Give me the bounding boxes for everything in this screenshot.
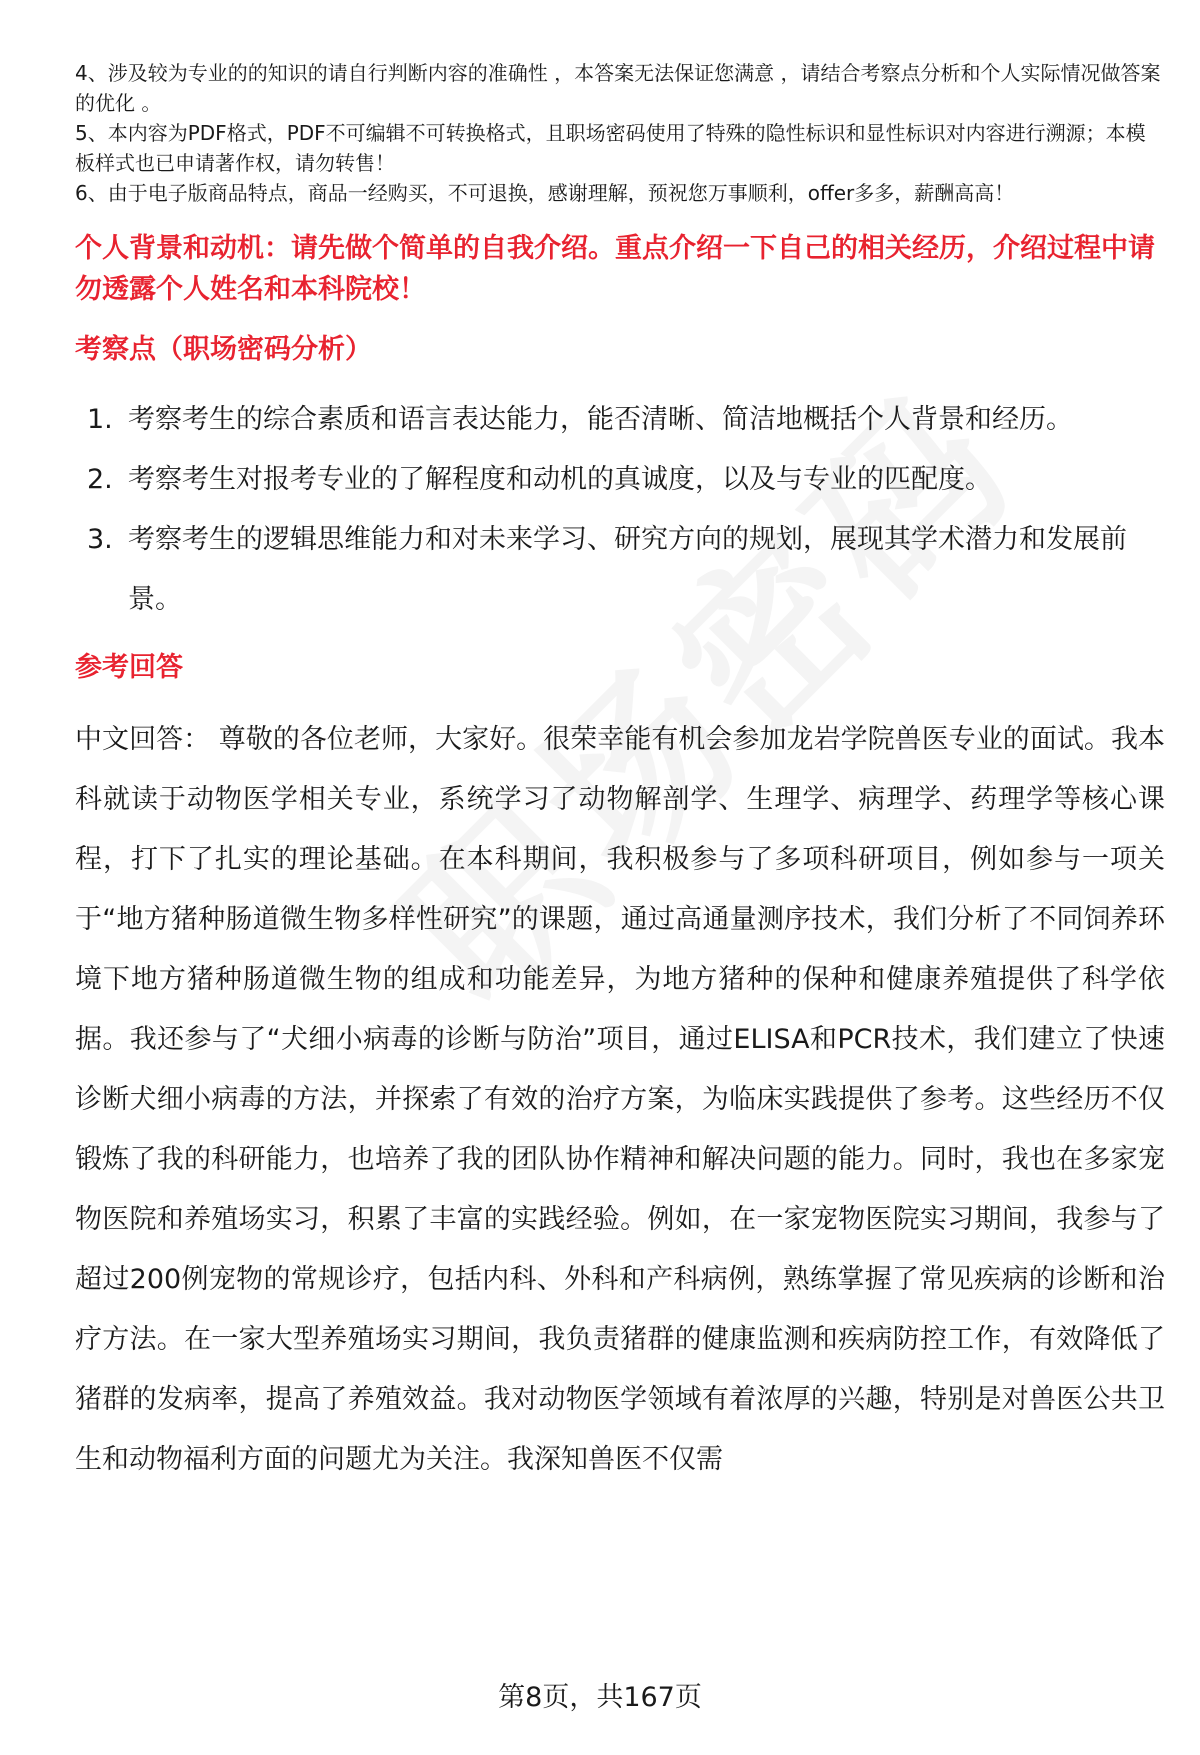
point-number: 3.	[87, 524, 113, 555]
point-number: 1.	[87, 404, 113, 435]
notice-6: 6、由于电子版商品特点，商品一经购买，不可退换，感谢理解，预祝您万事顺利，offer多多，薪酬高高！	[75, 181, 1015, 205]
analysis-point-2	[75, 450, 1165, 510]
point-text: 考察考生的逻辑思维能力和对未来学习、研究方向的规划，展现其学术潜力和发展前景。	[128, 524, 1127, 615]
document-page	[75, 58, 1165, 1490]
answer-text: 中文回答： 尊敬的各位老师，大家好。很荣幸能有机会参加龙岩学院兽医专业的面试。我本科就读于动物医学相关专业，系统学习了动物解剖学、生理学、病理学、药理学等核心课程，打下了扎实的理论基础。在本科期间，我积极参与了多项科研项目，例如参与一项关于“地方猪种肠道微生物多样性研究”的课题，通过高通量测序技术，我们分析了不同饲养环境下地方猪种肠道微生物的组成和功能差异，为地方猪种的保种和健康养殖提供了科学依据。我还参与了“犬细小病毒的诊断与防治”项目，通过ELISA和PCR技术，我们建立了快速诊断犬细小病毒的方法，并探索了有效的治疗方案，为临床实践提供了参考。这些经历不仅锻炼了我的科研能力，也培养了我的团队协作精神和解决问题的能力。同时，我也在多家宠物医院和养殖场实习，积累了丰富的实践经验。例如，在一家宠物医院实习期间，我参与了超过200例宠物的常规诊疗，包括内科、外科和产科病例，熟练掌握了常见疾病的诊断和治疗方法。在一家大型养殖场实习期间，我负责猪群的健康监测和疾病防控工作，有效降低了猪群的发病率，提高了养殖效益。我对动物医学领域有着浓厚的兴趣，特别是对兽医公共卫生和动物福利方面的问题尤为关注。我深知兽医不仅需	[75, 724, 1165, 1475]
analysis-point-3	[75, 510, 1165, 630]
analysis-points	[75, 390, 1165, 630]
page-number: 第8页，共167页	[498, 1682, 702, 1713]
answer-heading: 参考回答	[75, 652, 183, 683]
point-number: 2.	[87, 464, 113, 495]
point-text: 考察考生对报考专业的了解程度和动机的真诚度，以及与专业的匹配度。	[128, 464, 992, 495]
notice-4: 4、涉及较为专业的的知识的请自行判断内容的准确性 ，本答案无法保证您满意 ，请结合考察点分析和个人实际情况做答案的优化 。	[75, 61, 1161, 115]
point-text: 考察考生的综合素质和语言表达能力，能否清晰、简洁地概括个人背景和经历。	[128, 404, 1073, 435]
analysis-heading: 考察点（职场密码分析）	[75, 334, 372, 365]
question-title: 个人背景和动机：请先做个简单的自我介绍。重点介绍一下自己的相关经历，介绍过程中请勿透露个人姓名和本科院校！	[75, 233, 1155, 305]
analysis-point-1	[75, 390, 1165, 450]
notice-5: 5、本内容为PDF格式，PDF不可编辑不可转换格式，且职场密码使用了特殊的隐性标识和显性标识对内容进行溯源；本模板样式也已申请著作权，请勿转售！	[75, 121, 1146, 175]
